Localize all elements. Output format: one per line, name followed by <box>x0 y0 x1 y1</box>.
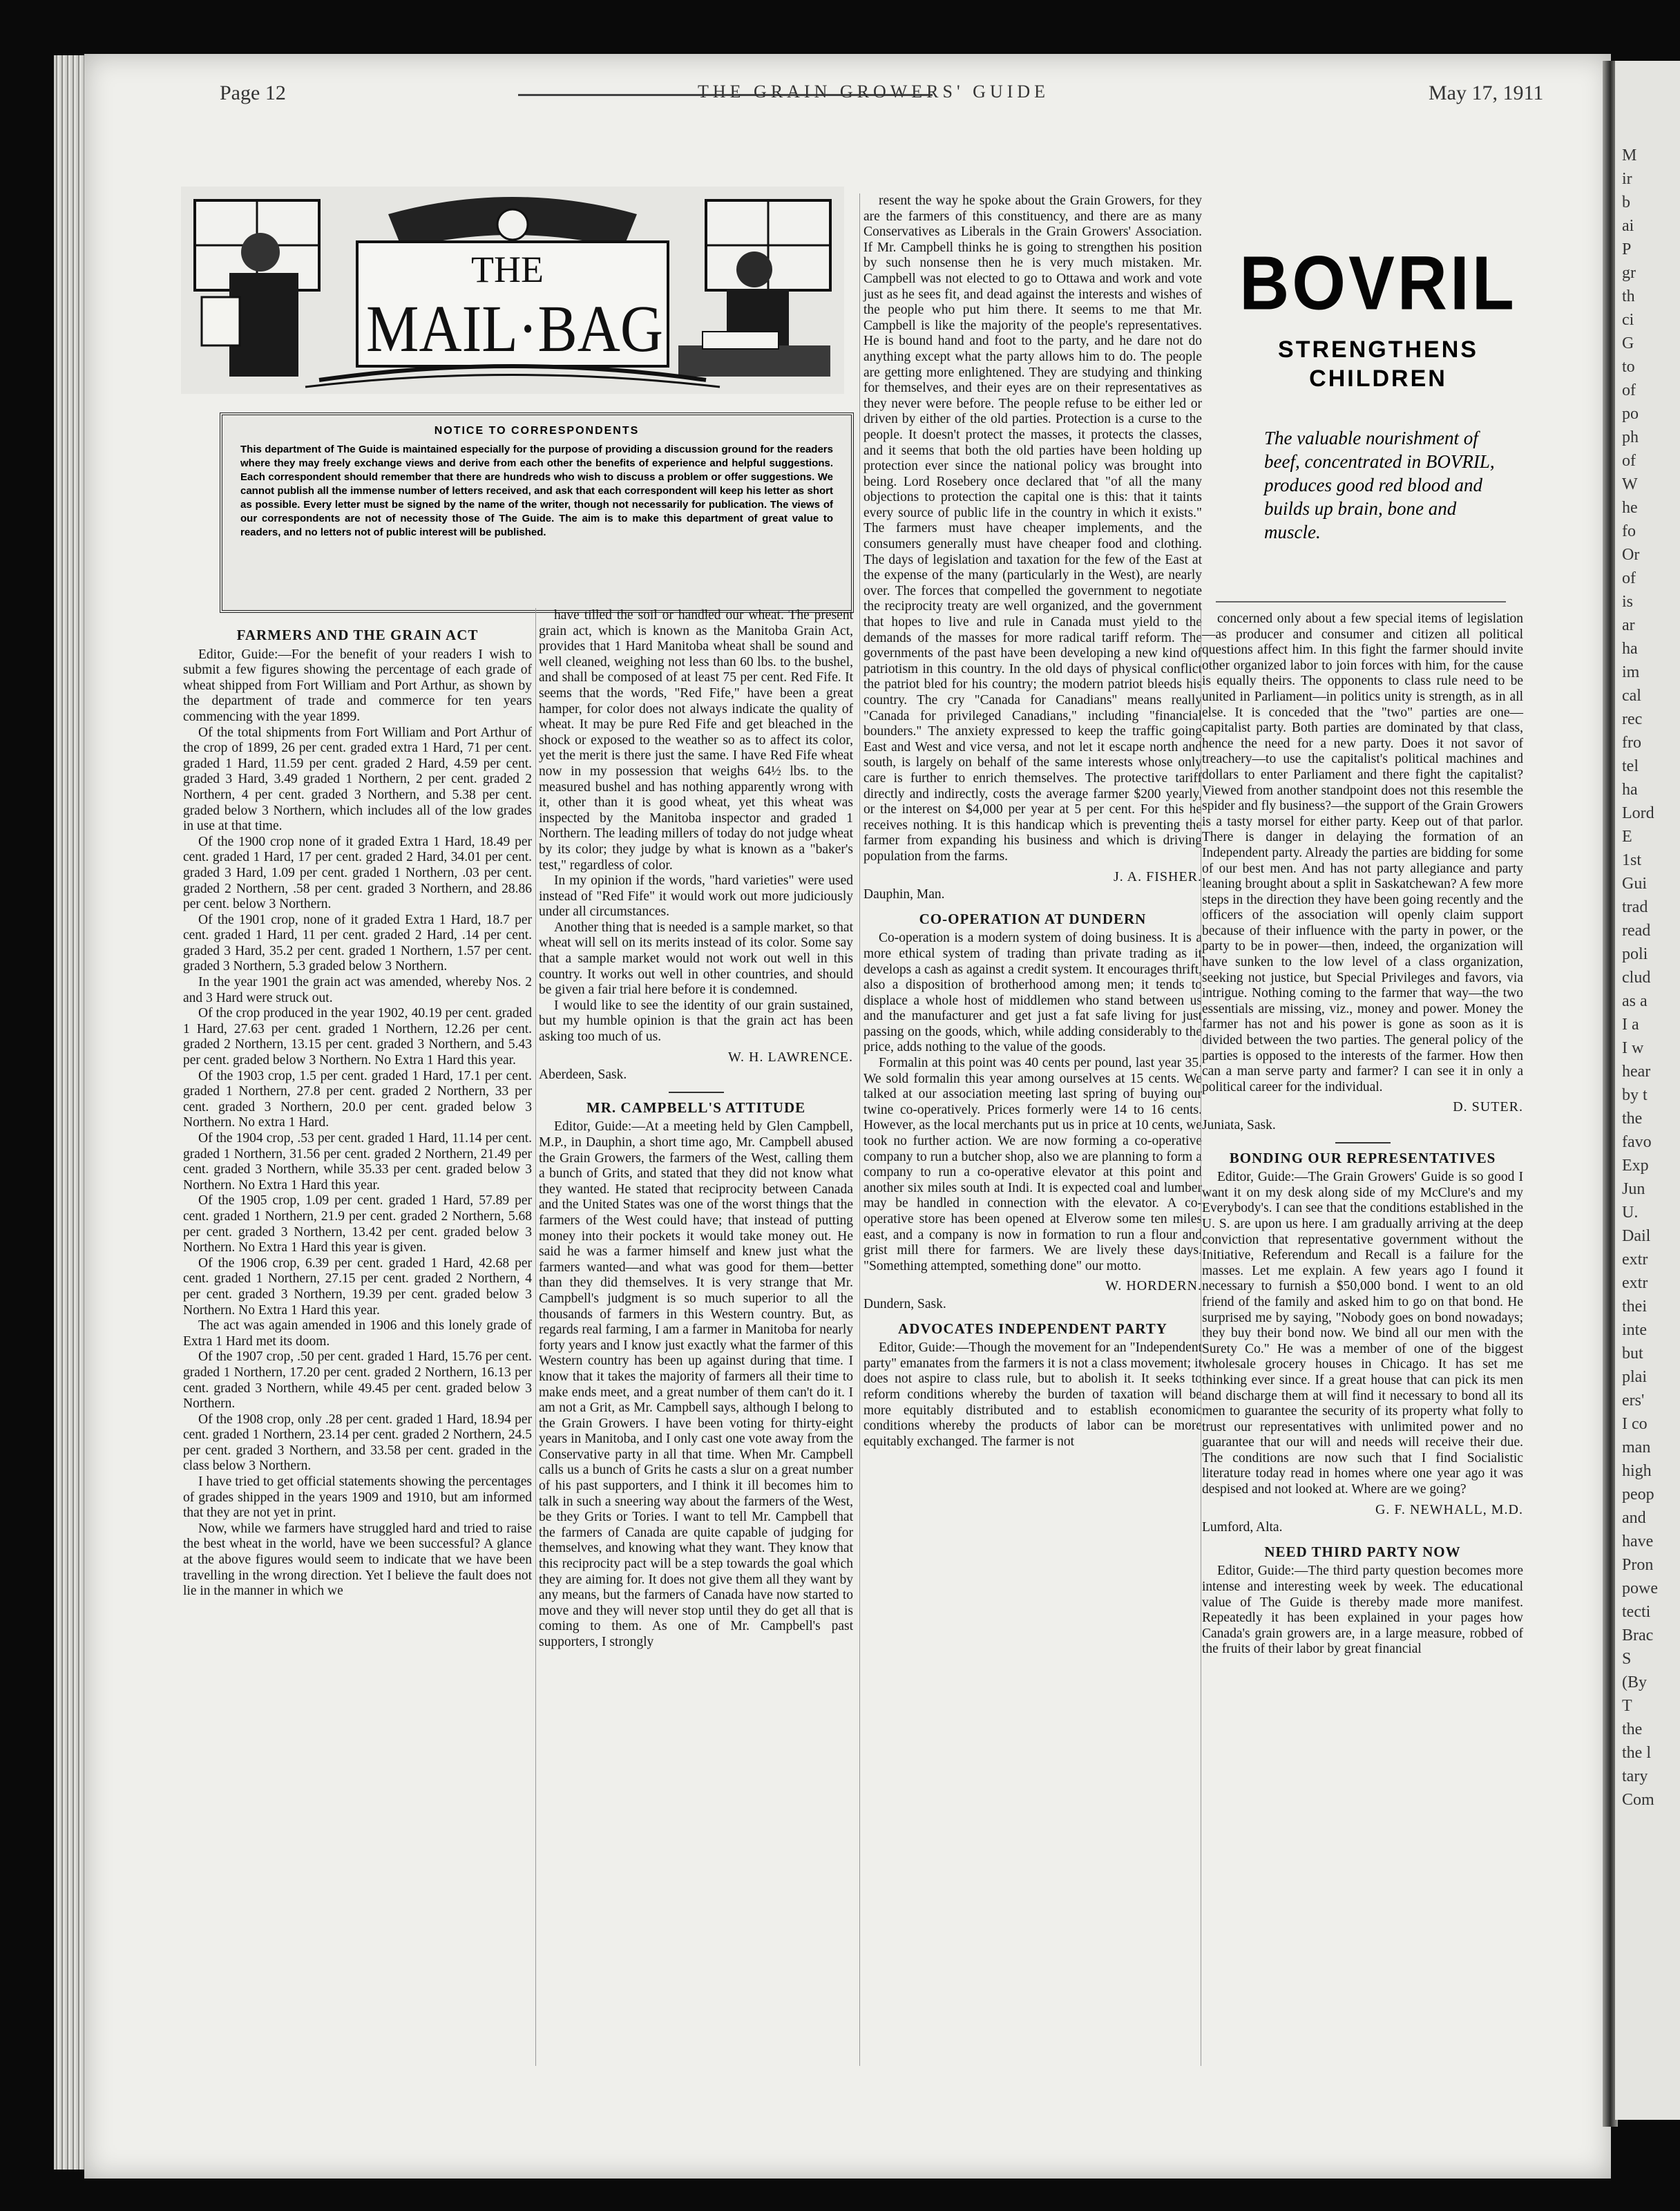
paragraph: Of the 1903 crop, 1.5 per cent. graded 1 Hard, 17.1 per cent. graded 1 Northern, 27.8 per cent. graded 2 Northern, 33 per cent. graded 3 Northern, 20.0 per cent. graded below 3 Northern. No extra 1 Hard. <box>183 1068 532 1130</box>
paragraph: Of the crop produced in the year 1902, 40.19 per cent. graded 1 Hard, 27.63 per cent. graded 1 Northern, 12.26 per cent. graded 2 Northern, 13.15 per cent. graded 3 Northern, and 5.43 per cent. graded below 3 Northern. No Extra 1 Hard this year. <box>183 1006 532 1068</box>
next-page-text-fragment: Gui <box>1622 875 1647 893</box>
next-page-text-fragment: Exp <box>1622 1157 1649 1175</box>
next-page-text-fragment: man <box>1622 1439 1651 1456</box>
next-page-text-fragment: read <box>1622 922 1651 940</box>
next-page-text-fragment: ha <box>1622 781 1638 799</box>
next-page-text-fragment: extr <box>1622 1274 1648 1292</box>
next-page-text-fragment: tel <box>1622 757 1639 775</box>
paragraph: Of the 1904 crop, .53 per cent. graded 1 Hard, 11.14 per cent. graded 1 Northern, 31.56 per cent. graded 2 Northern, 21.49 per cent. graded 3 Northern, while 35.33 per cent. graded below 3 Northern. No Extra 1 Hard this year. <box>183 1131 532 1193</box>
paragraph: Of the 1900 crop none of it graded Extra 1 Hard, 18.49 per cent. graded 1 Hard, 17 per cent. graded 2 Hard, 34.01 per cent. graded 3 Hard, 1.09 per cent. graded 1 Northern, .03 per cent. graded 2 Northern, .58 per cent. graded 3 Northern, and 28.86 per cent. below 3 Northern. <box>183 834 532 912</box>
article-heading: CO-OPERATION AT DUNDERN <box>919 910 1147 927</box>
column-2 <box>539 608 853 1651</box>
next-page-text-fragment: M <box>1622 146 1637 164</box>
article-heading: BONDING OUR REPRESENTATIVES <box>1229 1149 1496 1166</box>
paragraph: In the year 1901 the grain act was amended, whereby Nos. 2 and 3 Hard were struck out. <box>183 975 532 1005</box>
notice-text: This department of The Guide is maintained especially for the purpose of providing a discussion ground for the readers where they may freely exchange views and derive from each other the benefits of experience and helpful suggestions. Each correspondent should remember that there are hundreds who wish to discuss a problem or offer suggestions. We cannot publish all the immense number of letters received, and ask that each correspondent will keep his letter as short as possible. Every letter must be signed by the name of the writer, though not necessarily for publication. The views of our correspondents are not of necessity those of The Guide. The aim is to make this department of great value to readers, and no letters not of public interest will be published. <box>240 444 833 538</box>
next-page-text-fragment: I a <box>1622 1016 1639 1034</box>
next-page-text-fragment: fo <box>1622 522 1636 540</box>
paragraph: Of the 1908 crop, only .28 per cent. graded 1 Hard, 18.94 per cent. graded 1 Northern, 23.14 per cent. graded 2 Northern, 24.5 per cent. graded 3 Northern, and 33.58 per cent. graded in the class below 3 Northern. <box>183 1412 532 1474</box>
next-page-text-fragment: peop <box>1622 1486 1654 1503</box>
ad-brand: BOVRIL <box>1239 240 1517 326</box>
next-page-text-fragment: (By <box>1622 1673 1647 1691</box>
next-page-text-fragment: Com <box>1622 1791 1654 1809</box>
page-header <box>131 82 1652 116</box>
author-signature: W. HORDERN. <box>1105 1278 1202 1294</box>
page-stack-edges <box>54 55 88 2170</box>
next-page-text-fragment: he <box>1622 499 1638 517</box>
next-page-text-fragment: 1st <box>1622 851 1642 869</box>
paragraph: Of the 1905 crop, 1.09 per cent. graded 1 Hard, 57.89 per cent. graded 1 Northern, 21.9 per cent. graded 2 Northern, 5.68 per cent. graded 3 Northern, 13.42 per cent. graded below 3 Northern. No Extra 1 Hard this year is given. <box>183 1193 532 1255</box>
next-page-text-fragment: G <box>1622 334 1634 352</box>
next-page-text-fragment: by t <box>1622 1086 1648 1104</box>
author-signature: D. SUTER. <box>1453 1099 1523 1115</box>
next-page-text-fragment: is <box>1622 593 1634 611</box>
paragraph: Of the total shipments from Fort William and Port Arthur of the crop of 1899, 26 per cent. graded extra 1 Hard, 71 per cent. graded 1 Hard, 11.59 per cent. graded 2 Hard, 4.59 per cent. graded 3 Hard, 3.49 graded 1 Northern, 2 per cent. graded 2 Northern, 4 per cent. graded 3 Northern, and 5.38 per cent. graded below 3 Northern, which includes all of the low grades in use at that time. <box>183 725 532 834</box>
next-page-text-fragment: high <box>1622 1462 1652 1480</box>
mail-bag-banner <box>181 187 844 394</box>
next-page-text-fragment: I co <box>1622 1415 1648 1433</box>
next-page-text-fragment: I w <box>1622 1039 1644 1057</box>
author-location: Juniata, Sask. <box>1202 1118 1276 1132</box>
next-page-text-fragment: ai <box>1622 217 1634 235</box>
author-location: Dundern, Sask. <box>863 1296 946 1311</box>
author-location: Aberdeen, Sask. <box>539 1067 627 1083</box>
author-signature: G. F. NEWHALL, M.D. <box>1375 1501 1523 1517</box>
next-page-text-fragment: ers' <box>1622 1392 1645 1410</box>
next-page-text-fragment: thei <box>1622 1298 1647 1316</box>
ad-tagline-2: CHILDREN <box>1309 366 1447 392</box>
paragraph: In my opinion if the words, "hard varieties" were used instead of "Red Fife" it would work out more judiciously under all circumstances. <box>539 873 853 920</box>
next-page-text-fragment: inte <box>1622 1321 1647 1339</box>
next-page-text-fragment: Jun <box>1622 1180 1645 1198</box>
paragraph: Formalin at this point was 40 cents per pound, last year 35. We sold formalin this year among ourselves at 15 cents. We talked at our association meeting last spring of buying our twine co-operatively. Prices formerly were 14 to 16 cents. However, as the local merchants put us in price at 10 cents, we took no further action. We are now forming a co-operative company to run a butcher shop, also we are planning to form a company to run a co-operative elevator at this point and another six miles south at Indi. It is expected coal and lumber may be handled in connection with the elevator. A co-operative store has been opened at Elverow some ten miles east, and a company is now in formation to run a flour and grist mill there for farmers. We are lively these days. "Something attempted, something done" our motto. <box>863 1056 1202 1273</box>
divider <box>669 1092 724 1093</box>
next-page-text-fragment: P <box>1622 240 1632 258</box>
paragraph: I have tried to get official statements showing the percentages of grades shipped in the years 1909 and 1910, but am informed that they are not yet in print. <box>183 1474 532 1521</box>
next-page-text-fragment: ph <box>1622 428 1639 446</box>
column-4 <box>1202 611 1523 1658</box>
next-page-text-fragment: po <box>1622 405 1639 423</box>
next-page-text-fragment: gr <box>1622 264 1636 282</box>
next-page-text-fragment: as a <box>1622 992 1648 1010</box>
notice-to-correspondents <box>220 412 854 613</box>
next-page-text-fragment: tary <box>1622 1767 1648 1785</box>
column-rule <box>535 608 536 2066</box>
notice-heading: NOTICE TO CORRESPONDENTS <box>434 425 640 437</box>
issue-date: May 17, 1911 <box>1429 82 1544 104</box>
next-page-text-fragment: ir <box>1622 170 1632 188</box>
publication-title: THE GRAIN GROWERS' GUIDE <box>698 82 1050 102</box>
next-page-text-fragment: the <box>1622 1720 1643 1738</box>
next-page-text-fragment: ci <box>1622 311 1634 329</box>
next-page-text-fragment: the <box>1622 1110 1643 1128</box>
column-1 <box>183 622 532 1600</box>
author-signature: J. A. FISHER. <box>1113 869 1202 884</box>
next-page-text-fragment: to <box>1622 358 1635 376</box>
paragraph: have tilled the soil or handled our wheat. The present grain act, which is known as the Manitoba Grain Act, provides that 1 Hard Manitoba wheat shall be sound and well cleaned, weighing not less than 60 lbs. to the bushel, and shall be composed of at least 75 per cent. Red Fife. It seems that the words, "Red Fife," have been a great hamper, for color does not always indicate the quality of wheat. It may be pure Red Fife and get bleached in the shock or exposed to the weather so as to affect its color, yet the merit is there just the same. I have Red Fife wheat now in my possession that weighs 64½ lbs. to the measured bushel and has nothing apparently wrong with it, other than it is good wheat, yet this wheat was inspected by the Manitoba inspector and graded 1 Northern. The leading millers of today do not judge wheat by its color; they judge by what is known as a "baker's test," regardless of color. <box>539 608 853 873</box>
next-page-text-fragment: hear <box>1622 1063 1651 1081</box>
next-page-text-fragment: trad <box>1622 898 1648 916</box>
paragraph: Editor, Guide:—For the benefit of your readers I wish to submit a few figures showing the percentage of each grade of wheat shipped from Fort William and Port Arthur, as shown by the department of trade and commerce for ten years commencing with the year 1899. <box>183 647 532 724</box>
next-page-text-fragment: have <box>1622 1532 1654 1550</box>
paragraph: resent the way he spoke about the Grain Growers, for they are the farmers of this constituency, and there are as many Conservatives as Liberals in the Grain Growers' Association. If Mr. Campbell thinks he is going to strengthen his position by such nonsense then he is very much mistaken. Mr. Campbell was not elected to go to Ottawa and work and vote just as he sees fit, and dead against the interests and wishes of the people who put him there. It seems to me that Mr. Campbell is like the majority of the people's representatives. He is bound hand and foot to the party, and he dare not do anything except what the party allows him to do. The people are getting more enlightened. They are studying and thinking for themselves, and their eyes are on their representatives as they never were before. The people refuse to be either led or driven by either of the old parties. Protection is a curse to the people. It doesn't protect the masses, it protects the classes, and it seems that both the old parties have been holding up protection ever since the national policy was brought into being. Lord Rosebery once declared that "of all the many objections to protection the capital one is this: that it taints every source of public life in the country in which it exists." The farmers must have cheaper implements, and the consumers generally must have cheaper food and clothing. The days of legislation and taxation for the few of the East at the expense of the many (particularly in the West), are nearly over. The forces that compelled the government to negotiate the reciprocity treaty are well organized, and the government that hopes to live and rule in Canada must yield to the demands of the masses for more radical tariff reform. The governments of the past have been developing a new kind of patriotism in this country. In the old days of physical conflict the patriot bled for his country; the modern patriot bleeds his country. The cry "Canada for Canadians" means really "Canada for privileged Canadians," including "financial bounders." The anxiety expressed to keep the traffic going East and West and vice versa, and not let it escape north and south, is largely on behalf of the same interests whose only care is further to enrich themselves. The protective tariff directly and indirectly, costs the average farmer $200 yearly, or the interest on $4,000 per year at 5 per cent. For this he receives nothing. It is this handicap which is preventing the farmer from expanding his business and which is driving population from the farms. <box>863 193 1202 864</box>
next-page-text-fragment: W <box>1622 475 1638 493</box>
paragraph: I would like to see the identity of our grain sustained, but my humble opinion is that the grain act has been asking too much of us. <box>539 998 853 1045</box>
banner-the: THE <box>471 249 544 290</box>
ad-divider <box>1216 601 1506 602</box>
ad-body: The valuable nourishment of beef, concentrated in BOVRIL, produces good red blood and builds up brain, bone and muscle. <box>1264 428 1495 542</box>
next-page-text-fragment: fro <box>1622 734 1641 752</box>
mail-bag-illustration <box>181 187 844 394</box>
article-heading: MR. CAMPBELL'S ATTITUDE <box>586 1099 806 1116</box>
page-number: Page 12 <box>220 82 286 104</box>
next-page-text-fragment: poli <box>1622 945 1648 963</box>
article-heading: FARMERS AND THE GRAIN ACT <box>236 627 479 643</box>
next-page-text-fragment: ha <box>1622 640 1638 658</box>
next-page-text-fragment: and <box>1622 1509 1646 1527</box>
paragraph: Of the 1906 crop, 6.39 per cent. graded 1 Hard, 42.68 per cent. graded 1 Northern, 27.15 per cent. graded 2 Northern, 4 per cent. graded 3 Northern, 19.39 per cent. graded below 3 Northern. No Extra 1 Hard this year. <box>183 1255 532 1318</box>
next-page-text-fragment: b <box>1622 193 1630 211</box>
next-page-text-fragment: T <box>1622 1697 1632 1715</box>
next-page-text-fragment: extr <box>1622 1251 1648 1269</box>
next-page-text-fragment: Or <box>1622 546 1640 564</box>
paragraph: Editor, Guide:—The Grain Growers' Guide is so good I want it on my desk along side of my McClure's and my Everybody's. I can see that the conditions established in the U. S. are upon us here. I am gradually arriving at the deep conviction that representative government without the Initiative, Referendum and Recall is a failure for the masses. Let me explain. A few years ago I found it necessary to furnish a $50,000 bond. I went to an old friend of the family and asked him to go on that bond. He surprised me by saying, "Nobody goes on bond nowadays; they buy their bond now. We bind all our men with the Surety Co." He was a member of one of the biggest wholesale grocery houses in Chicago. It has set me thinking ever since. If a great house that can pick its men and discharge them at will find it necessary to bond all its men to guarantee the security of its property what folly to trust our representatives with unlimited power and no guarantee that our will and needs will receive their due. The conditions are now such that I find Socialistic literature today read in homes where one year ago it was despised and not looked at. Where are we going? <box>1202 1170 1523 1497</box>
column-rule <box>859 193 860 2066</box>
next-page-text-fragment: but <box>1622 1345 1643 1363</box>
next-page-text-fragment: of <box>1622 381 1636 399</box>
next-page-text-fragment: cal <box>1622 687 1641 705</box>
paragraph: Of the 1907 crop, .50 per cent. graded 1 Hard, 15.76 per cent. graded 1 Northern, 17.20 per cent. graded 2 Northern, 16.13 per cent. graded 3 Northern, while 49.45 per cent. graded below 3 Northern. <box>183 1349 532 1412</box>
article-heading: ADVOCATES INDEPENDENT PARTY <box>898 1320 1167 1337</box>
next-page-text-fragment: of <box>1622 569 1636 587</box>
paragraph: Of the 1901 crop, none of it graded Extra 1 Hard, 18.7 per cent. graded 1 Hard, 11 per cent. graded 2 Hard, .14 per cent. graded 3 Hard, 35.2 per cent. graded 1 Northern, 1.57 per cent. graded 3 Northern, 5.3 graded below 3 Northern. <box>183 912 532 974</box>
next-page-text-fragment: of <box>1622 452 1636 470</box>
bovril-advertisement <box>1223 240 1534 556</box>
next-page-text-fragment: U. <box>1622 1204 1639 1222</box>
column-3 <box>863 193 1202 1450</box>
next-page-text-fragment: powe <box>1622 1579 1658 1597</box>
author-location: Dauphin, Man. <box>863 887 945 902</box>
next-page-text-fragment: rec <box>1622 710 1643 728</box>
next-page-text-fragment: Brac <box>1622 1626 1654 1644</box>
next-page-text-fragment: Lord <box>1622 804 1654 822</box>
next-page-text-fragment: favo <box>1622 1133 1652 1151</box>
next-page-text-fragment: th <box>1622 287 1635 305</box>
paragraph: Editor, Guide:—The third party question becomes more intense and interesting week by week. The educational value of The Guide is thereby made more manifest. Repeatedly it has been explained in your pages how Canada's grain growers are, in a large measure, robbed of the fruits of their labor by great financial <box>1202 1564 1523 1657</box>
next-page-text-fragment: Pron <box>1622 1556 1654 1574</box>
paragraph: The act was again amended in 1906 and this lonely grade of Extra 1 Hard met its doom. <box>183 1318 532 1349</box>
article-heading: NEED THIRD PARTY NOW <box>1264 1543 1461 1560</box>
paragraph: Editor, Guide:—Though the movement for an "Independent party" emanates from the farmers it is not a class movement; it does not aspire to class rule, but to abolish it. It seeks to reform conditions whereby the burden of taxation will be more equitably distributed and to establish economic conditions whereby the products of labor can be more equitably exchanged. The farmer is not <box>863 1340 1202 1449</box>
paragraph: Now, while we farmers have struggled hard and tried to raise the best wheat in the world, have we been successful? A glance at the above figures would seem to indicate that we have been travelling in the wrong direction. Yet I believe the fault does not lie in the manner in which we <box>183 1521 532 1599</box>
next-page-text-fragment: S <box>1622 1650 1632 1668</box>
next-page-text-fragment: im <box>1622 663 1640 681</box>
paragraph: Co-operation is a modern system of doing business. It is a more ethical system of trading than private trading as it develops a cash as against a credit system. It encourages thrift, also a disposition of brotherhood among men; it tends to displace a whole host of middlemen who stand between us and the manufacturer and get just a fat safe living for just passing on the goods, which, while adding considerably to the price, adds nothing to the value of the goods. <box>863 931 1202 1055</box>
divider <box>1335 1142 1391 1144</box>
ad-tagline-1: STRENGTHENS <box>1278 336 1478 363</box>
author-location: Lumford, Alta. <box>1202 1520 1283 1535</box>
author-signature: W. H. LAWRENCE. <box>728 1049 853 1065</box>
next-page-text-fragment: E <box>1622 828 1632 846</box>
next-page-text-fragment: clud <box>1622 969 1651 987</box>
adjacent-page-fragment <box>1615 61 1680 2120</box>
paragraph: concerned only about a few special items of legislation—as producer and consumer and citizen all political questions affect him. In this fight the farmer should invite other organized labor to join forces with him, for the cause is equally theirs. The opponents to class rule need to be united in Parliament—in politics unity is strength, as in all else. It is conceded that the "two" parties are one—capitalist party. Both parties are dominated by that class, hence the need for a new party. Does it not savor of treachery—to use the capitalist's political machines and dollars to enter Parliament and there fight the capitalist? Viewed from another standpoint does not this resemble the spider and fly business?—the support of the Grain Growers is a tasty morsel for either party. Keep out of that parlor. There is danger in delaying the formation of an Independent party. Already the parties are bidding for some of our best men. And has not party allegiance and party leaning brought about a split in Saskatchewan? A few more steps in the direction they have been going recently and the officers of the association will openly claim support because of their influence with the party in power, or the party to be in power—then, indeed, the organization will have sunken to the low level of a class organization, seeking not justice, but Special Privileges and favors, via intrigue. Nothing coming to the farmer that way—the two essentials are missing, viz., money and power. Money the farmer has not and his power is gone as soon as it is divided between the two parties. The general policy of the parties is opposed to the interests of the farmer. How then can a man serve party and farmer? I can see it in only a political career for the individual. <box>1202 611 1523 1094</box>
next-page-text-fragment: tecti <box>1622 1603 1651 1621</box>
next-page-text-fragment: ar <box>1622 616 1635 634</box>
next-page-text-fragment: Dail <box>1622 1227 1651 1245</box>
next-page-text-fragment: the l <box>1622 1744 1651 1762</box>
paragraph: Editor, Guide:—At a meeting held by Glen Campbell, M.P., in Dauphin, a short time ago, Mr. Campbell abused the Grain Growers, the farmers of the West, calling them a bunch of Grits, and stated that they did not know what they wanted. He stated that reciprocity between Canada and the United States was one of the worst things that the farmers of the West could have; that instead of putting money into their pockets it would take money out. He said he was a farmer himself and knew just what the farmers wanted—and what was good for them—better than they did themselves. It is very strange that Mr. Campbell's judgment is so much superior to all the thousands of farmers in this Western country. But, as regards real farming, I am a farmer in Manitoba for nearly forty years and I know just exactly what the farmer of this Western country has been up against during that time. I know that it takes the majority of farmers all their time to make ends meet, and a great number of them can't do it. I am not a Grit, as Mr. Campbell says, although I belong to the Grain Growers. I have been voting for thirty-eight years in Manitoba, and I only cast one vote away from the Conservative party in all that time. When Mr. Campbell calls us a bunch of Grits he casts a slur on a great number of his past supporters, and I think it ill becomes him to talk in such a sneering way about the farmers of the West, be they Grits or Tories. I want to tell Mr. Campbell that the farmers of Canada are quite capable of judging for themselves, and knowing what they want. They know that this reciprocity pact will be a step towards the goal which they are aiming for. It does not give them all they want by any means, but the farmers of Canada have now started to move and they will never stop until they do get all that is coming to them. As one of Mr. Campbell's past supporters, I strongly <box>539 1119 853 1649</box>
next-page-text-fragment: plai <box>1622 1368 1647 1386</box>
paragraph: Another thing that is needed is a sample market, so that wheat will sell on its merits instead of its color. Some say that a sample market would not work out well in this country. It works out well in other countries, and should be given a fair trial here before it is condemned. <box>539 920 853 998</box>
banner-mail-bag: MAIL·BAG <box>366 292 663 366</box>
